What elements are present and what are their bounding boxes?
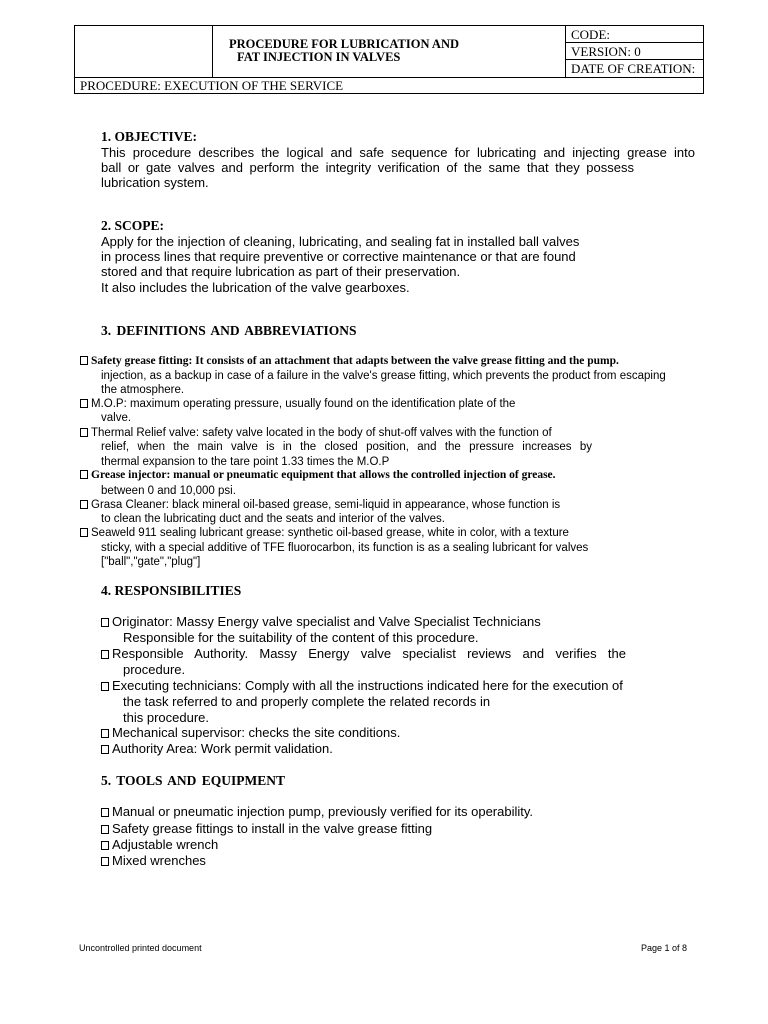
- document-title-line1: PROCEDURE FOR LUBRICATION AND: [229, 37, 459, 51]
- definition-first-line: Grasa Cleaner: black mineral oil-based grease, semi-liquid in appearance, whose function is: [91, 499, 561, 511]
- definition-item: [80, 526, 569, 541]
- responsibility-item: [101, 614, 541, 630]
- checkbox-glyph: [80, 470, 88, 479]
- version-field: VERSION: 0: [566, 43, 703, 60]
- scope-heading: 2. SCOPE:: [101, 218, 165, 233]
- definition-item: [80, 397, 515, 412]
- scope-line-2: in process lines that require preventive or corrective maintenance or that are found: [101, 249, 576, 264]
- definition-continuation: injection, as a backup in case of a failure in the valve's grease fitting, which prevents the product from escaping: [101, 370, 666, 382]
- date-of-creation-field: DATE OF CREATION:: [571, 61, 696, 76]
- footer-page-number: Page 1 of 8: [641, 943, 688, 953]
- responsibility-item: [101, 741, 333, 757]
- tool-label: Manual or pneumatic injection pump, previously verified for its operability.: [112, 804, 534, 819]
- tool-item: [101, 821, 432, 837]
- meta-cell: [566, 26, 703, 77]
- definition-first-line: Thermal Relief valve: safety valve located in the body of shut-off valves with the function of: [91, 427, 552, 439]
- title-cell: [213, 26, 566, 77]
- objective-line-1: This procedure describes the logical and safe sequence for lubricating and injecting grease into: [101, 145, 695, 160]
- checkbox-glyph: [80, 428, 88, 437]
- definition-continuation: ["ball","gate","plug"]: [101, 556, 201, 568]
- code-field: CODE:: [566, 26, 703, 43]
- responsibility-continuation: this procedure.: [123, 710, 209, 725]
- responsibility-first-line: Responsible Authority. Massy Energy valve specialist reviews and verifies the: [112, 646, 626, 661]
- tool-label: Adjustable wrench: [112, 837, 219, 852]
- scope-line-1: Apply for the injection of cleaning, lubricating, and sealing fat in installed ball valves: [101, 234, 580, 249]
- tool-label: Mixed wrenches: [112, 853, 206, 868]
- definition-item: [80, 355, 619, 367]
- definition-first-line: Grease injector: manual or pneumatic equipment that allows the controlled injection of grease.: [91, 469, 556, 481]
- checkbox-glyph: [101, 808, 109, 817]
- responsibility-continuation: Responsible for the suitability of the content of this procedure.: [123, 630, 479, 645]
- checkbox-glyph: [80, 399, 88, 408]
- scope-line-4: It also includes the lubrication of the valve gearboxes.: [101, 280, 410, 295]
- tool-item: [101, 853, 206, 869]
- definition-first-line: M.O.P: maximum operating pressure, usually found on the identification plate of the: [91, 398, 516, 410]
- checkbox-glyph: [101, 857, 109, 866]
- definition-item: [80, 426, 602, 441]
- procedure-line: PROCEDURE: EXECUTION OF THE SERVICE: [75, 77, 703, 93]
- document-title-line2: FAT INJECTION IN VALVES: [237, 50, 401, 64]
- responsibility-first-line: Authority Area: Work permit validation.: [112, 741, 333, 756]
- document-header-table: [74, 25, 704, 94]
- responsibility-first-line: Mechanical supervisor: checks the site conditions.: [112, 725, 401, 740]
- checkbox-glyph: [101, 618, 109, 627]
- logo-cell: [75, 26, 213, 77]
- definition-continuation: between 0 and 10,000 psi.: [101, 485, 236, 497]
- definition-item: [80, 469, 556, 481]
- definition-first-line: Safety grease fitting: It consists of an attachment that adapts between the valve grease fitting and the pump.: [91, 355, 619, 367]
- responsibility-continuation: procedure.: [123, 662, 186, 677]
- objective-line-3: lubrication system.: [101, 175, 209, 190]
- definition-continuation: the atmosphere.: [101, 384, 185, 396]
- definition-continuation: valve.: [101, 412, 132, 424]
- definition-continuation: to clean the lubricating duct and the seats and interior of the valves.: [101, 513, 445, 525]
- definition-continuation: thermal expansion to the tare point 1.33 times the M.O.P: [101, 456, 390, 468]
- checkbox-glyph: [80, 528, 88, 537]
- definition-first-line: Seaweld 911 sealing lubricant grease: synthetic oil-based grease, white in color, with a texture: [91, 527, 569, 539]
- responsibility-item: [101, 725, 400, 741]
- footer-uncontrolled-note: Uncontrolled printed document: [79, 943, 202, 953]
- checkbox-glyph: [101, 745, 109, 754]
- checkbox-glyph: [80, 500, 88, 509]
- tool-label: Safety grease fittings to install in the valve grease fitting: [112, 821, 433, 836]
- checkbox-glyph: [101, 650, 109, 659]
- tools-heading: 5. TOOLS AND EQUIPMENT: [101, 773, 286, 788]
- responsibilities-heading: 4. RESPONSIBILITIES: [101, 583, 242, 598]
- responsibility-continuation: the task referred to and properly complete the related records in: [123, 694, 491, 709]
- objective-heading: 1. OBJECTIVE:: [101, 129, 198, 144]
- scope-line-3: stored and that require lubrication as part of their preservation.: [101, 264, 461, 279]
- responsibility-item: [101, 678, 623, 694]
- responsibility-item: [101, 646, 626, 662]
- tool-item: [101, 837, 218, 853]
- objective-line-2: ball or gate valves and perform the integrity verification of the same that they possess: [101, 160, 634, 175]
- tool-item: [101, 804, 533, 820]
- responsibility-first-line: Executing technicians: Comply with all the instructions indicated here for the execution of: [112, 678, 623, 693]
- definition-continuation: sticky, with a special additive of TFE fluorocarbon, its function is as a sealing lubricant for valves: [101, 542, 589, 554]
- definitions-heading: 3. DEFINITIONS AND ABBREVIATIONS: [101, 323, 357, 338]
- checkbox-glyph: [101, 825, 109, 834]
- checkbox-glyph: [101, 841, 109, 850]
- definition-continuation: relief, when the main valve is in the closed position, and the pressure increases by: [101, 441, 592, 453]
- checkbox-glyph: [101, 729, 109, 738]
- responsibility-first-line: Originator: Massy Energy valve specialist and Valve Specialist Technicians: [112, 614, 541, 629]
- checkbox-glyph: [101, 682, 109, 691]
- definition-item: [80, 498, 560, 513]
- checkbox-glyph: [80, 356, 88, 365]
